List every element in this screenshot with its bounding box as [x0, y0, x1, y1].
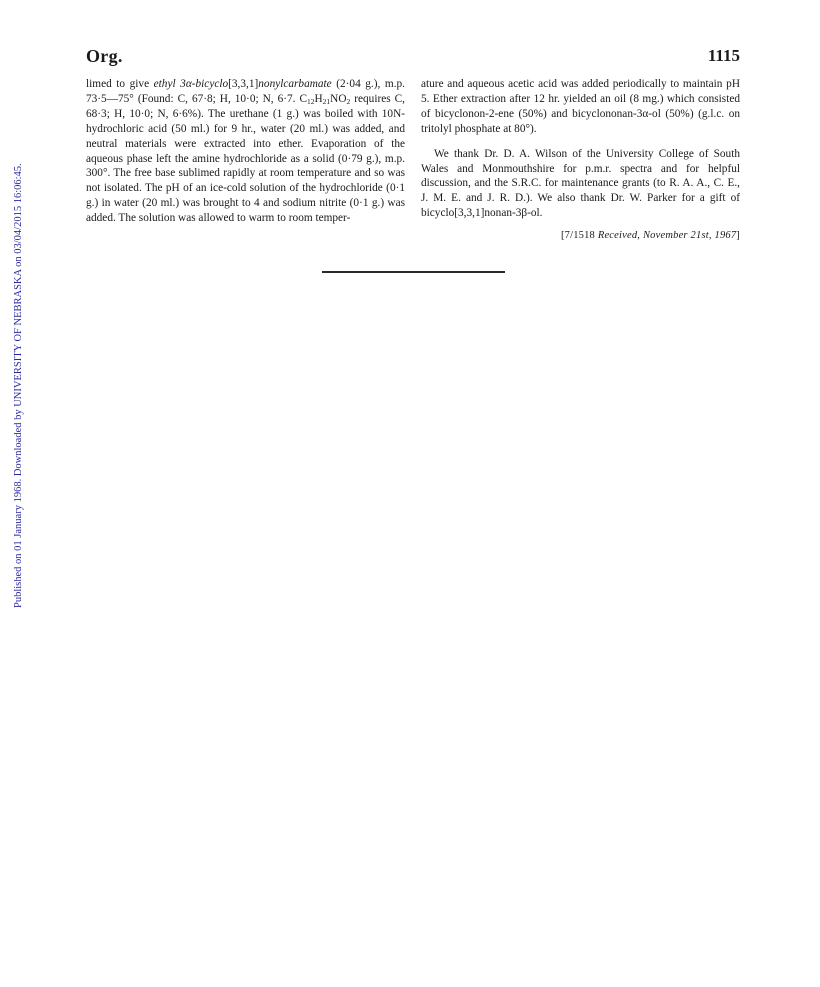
download-notice: [6, 158, 24, 608]
reference-close: ]: [736, 230, 740, 242]
journal-section-heading: Org.: [86, 46, 123, 66]
text-run: limed to give: [86, 78, 154, 90]
acknowledgements-paragraph: We thank Dr. D. A. Wilson of the University College of South Wales and Monmouthshire for p.m.r. spectra and for helpful discussion, and the S.R.C. for maintenance grants (to R. A. A., C. E., J. M. E. and J. R. D.). We also thank Dr. W. Parker for a gift of bicyclo[3,3,1]nonan-3β-ol.: [421, 147, 740, 220]
download-notice-text: Published on 01 January 1968. Downloaded by UNIVERSITY OF NEBRASKA on 03/04/2015 16:06:45.: [13, 163, 24, 608]
received-date: Received, November 21st, 1967: [597, 230, 737, 242]
text-run: NO: [330, 92, 347, 105]
reference-code: [7/1518: [560, 230, 598, 242]
subscript: 21: [322, 96, 331, 106]
right-column: [421, 77, 740, 244]
text-run: H: [314, 92, 323, 105]
compound-name-italic: nonylcarbamate: [258, 78, 332, 90]
subscript: 2: [346, 96, 351, 106]
page-number: 1115: [707, 46, 740, 65]
experimental-paragraph-continued: ature and aqueous acetic acid was added periodically to maintain pH 5. Ether extraction after 12 hr. yielded an oil (8 mg.) which consisted of bicyclonon-2-ene (50%) and bicyclononan-3α-ol (50%) (g.l.c. on tritolyl phosphate at 80°).: [421, 78, 740, 135]
text-run: [3,3,1]: [228, 78, 259, 90]
received-reference: [421, 229, 740, 244]
text-run: requires C, 68·3; H, 10·0; N, 6·6%). The urethane (1 g.) was boiled with 10N-hydrochloric acid (50 ml.) for 9 hr., water (20 ml.) was added, and neutral materials were extracted into ether. Evaporation of the aqueous phase left the amine hydrochloride as a solid (0·79 g.), m.p. 300°. The free base sublimed rapidly at room temperature and so was not isolated. The pH of an ice-cold solution of the hydrochloride (0·1 g.) in water (20 ml.) was brought to 4 and sodium nitrite (0·1 g.) was added. The solution was allowed to warm to room temper-: [86, 92, 405, 225]
experimental-paragraph: [86, 77, 405, 226]
text-run: (2·04 g.), m.p. 73·5—75° (Found: C, 67·8; H, 10·0; N, 6·7. C: [86, 78, 405, 105]
compound-name-italic: ethyl 3α-bicyclo: [153, 78, 229, 90]
subscript: 12: [307, 96, 315, 106]
end-of-article-rule: [322, 271, 505, 273]
left-column: [86, 77, 405, 226]
